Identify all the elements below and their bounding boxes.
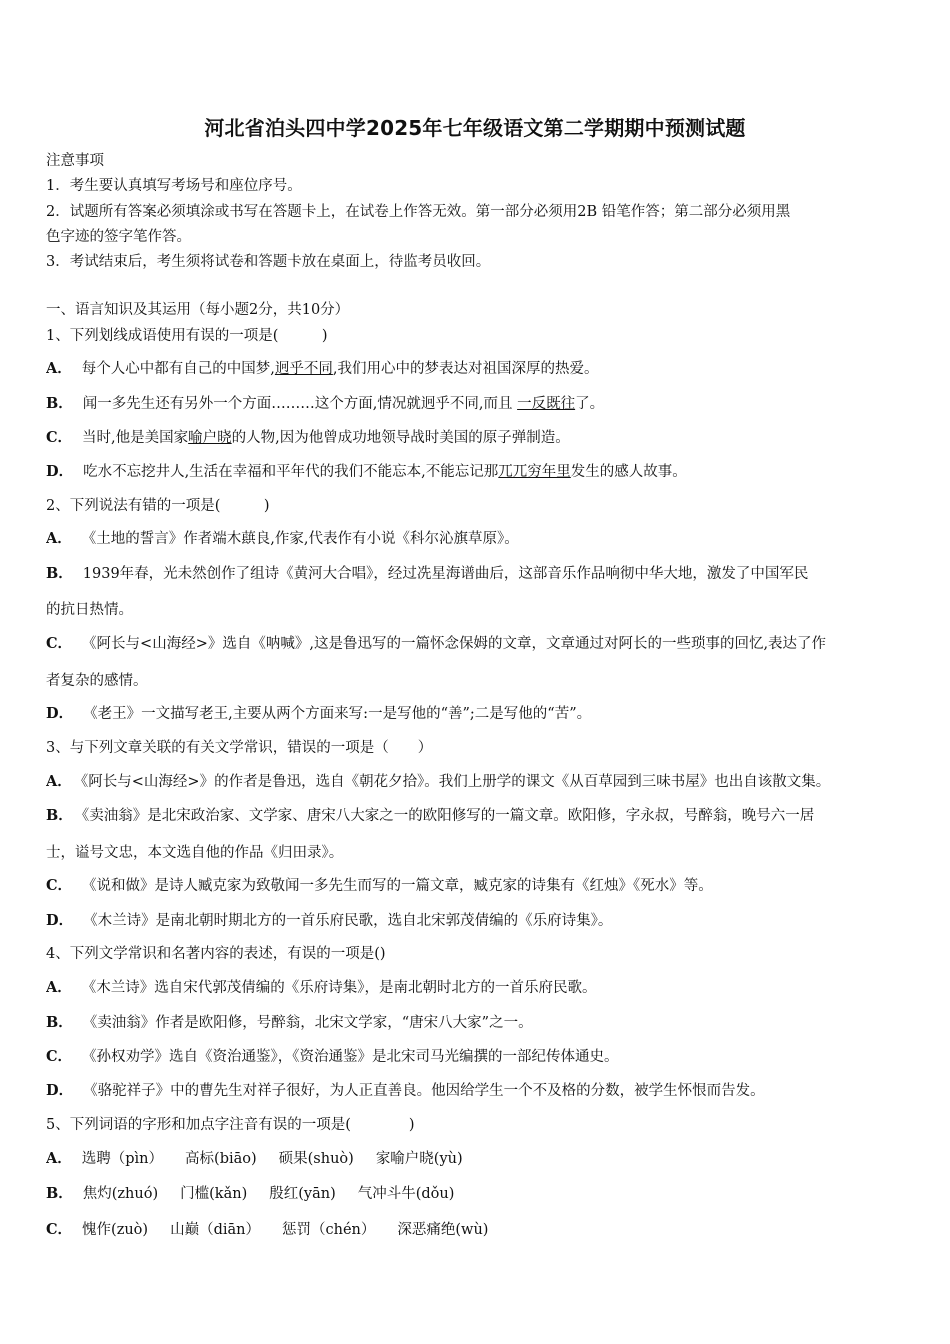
option-text: 吃水不忘挖井人,生活在幸福和平年代的我们不能忘本,不能忘记那: [83, 464, 499, 480]
question-4-stem: 4、下列文学常识和名著内容的表述，有误的一项是(): [46, 946, 386, 962]
option-label: C．: [46, 1221, 73, 1238]
question-3-option-c: [46, 876, 908, 896]
option-text: 的人物,因为他曾成功地领导战时美国的原子弹制造。: [231, 430, 570, 446]
option-label: D．: [46, 705, 74, 722]
option-text: 《卖油翁》是北宋政治家、文学家、唐宋八大家之一的欧阳修写的一篇文章。欧阳修，字永叔，号醉翁，晚号六一居: [74, 808, 815, 824]
question-2-option-b: [46, 564, 908, 584]
option-label: A．: [46, 1150, 72, 1167]
word-item: 硕果(shuò): [278, 1151, 354, 1167]
notice-item: 3．考试结束后，考生须将试卷和答题卡放在桌面上，待监考员收回。: [46, 254, 491, 270]
option-text: 《土地的誓言》作者端木蕻良,作家,代表作有小说《科尔沁旗草原》。: [81, 531, 519, 547]
underlined-idiom: 兀兀穷年里: [498, 464, 571, 480]
question-3-stem: 3、与下列文章关联的有关文学常识，错误的一项是（ ）: [46, 740, 433, 756]
word-item: 高标(biāo): [185, 1151, 257, 1167]
option-text: 每个人心中都有自己的中国梦,: [81, 361, 275, 377]
question-2-option-a: [46, 529, 908, 549]
option-text: 《说和做》是诗人臧克家为致敬闻一多先生而写的一篇文章，臧克家的诗集有《红烛》《死水》等。: [82, 878, 713, 894]
question-1-option-a: [46, 359, 908, 379]
word-item: 惩罚（chén）: [281, 1222, 376, 1238]
question-3-option-d: [46, 911, 908, 931]
option-label: C．: [46, 635, 73, 652]
question-1-option-c: [46, 428, 908, 448]
question-5-option-a: [46, 1149, 908, 1169]
word-item: 家喻户晓(yù): [375, 1151, 463, 1167]
option-text: 闻一多先生还有另外一个方面………这个方面,情况就迥乎不同,而且: [82, 396, 518, 412]
option-label: C．: [46, 429, 73, 446]
option-label: A．: [46, 773, 72, 790]
word-item: 门槛(kǎn): [180, 1186, 248, 1202]
option-text: 《骆驼祥子》中的曹先生对祥子很好，为人正直善良。他因给学生一个不及格的分数，被学生怀恨而告发。: [83, 1083, 765, 1099]
option-label: D．: [46, 463, 74, 480]
option-text: 了。: [575, 396, 605, 412]
option-label: D．: [46, 1082, 74, 1099]
option-label: D．: [46, 912, 74, 929]
underlined-idiom: 喻户晓: [188, 430, 232, 446]
page-title: 河北省泊头四中学2025年七年级语文第二学期期中预测试题: [204, 116, 746, 140]
question-4-option-c: [46, 1047, 908, 1067]
notice-item: 色字迹的签字笔作答。: [46, 229, 191, 245]
question-4-option-b: [46, 1013, 908, 1033]
option-text: ,我们用心中的梦表达对祖国深厚的热爱。: [332, 361, 599, 377]
word-item: 气冲斗牛(dǒu): [357, 1186, 455, 1202]
question-1-option-d: [46, 462, 908, 482]
option-text: 《阿长与<山海经>》选自《呐喊》,这是鲁迅写的一篇怀念保姆的文章，文章通过对阿长的一些琐事的回忆,表达了作: [82, 636, 827, 652]
word-item: 山巅（diān）: [170, 1222, 260, 1238]
option-continuation: 士，谥号文忠，本文选自他的作品《归田录》。: [46, 845, 344, 861]
question-4-option-a: [46, 978, 908, 998]
question-2-option-d: [46, 704, 908, 724]
option-text: 《木兰诗》是南北朝时期北方的一首乐府民歌，选自北宋郭茂倩编的《乐府诗集》。: [83, 913, 613, 929]
option-label: B．: [46, 1185, 73, 1202]
option-label: A．: [46, 530, 72, 547]
option-text: 1939年春，光未然创作了组诗《黄河大合唱》，经过冼星海谱曲后，这部音乐作品响彻中华大地，激发了中国军民: [82, 566, 809, 582]
underlined-idiom: 一反既往: [517, 396, 576, 412]
option-text: 《老王》一文描写老王,主要从两个方面来写:一是写他的“善”;二是写他的“苦”。: [83, 706, 592, 722]
word-item: 焦灼(zhuó): [82, 1186, 159, 1202]
option-text: 《阿长与<山海经>》的作者是鲁迅，选自《朝花夕拾》。我们上册学的课文《从百草园到三味书屋》也出自该散文集。: [73, 774, 831, 790]
option-label: B．: [46, 807, 73, 824]
option-text: 发生的感人故事。: [570, 464, 687, 480]
option-text: 《木兰诗》选自宋代郭茂倩编的《乐府诗集》，是南北朝时北方的一首乐府民歌。: [81, 980, 597, 996]
option-text: 《卖油翁》作者是欧阳修，号醉翁，北宋文学家，“唐宋八大家”之一。: [82, 1015, 533, 1031]
option-continuation: 者复杂的感情。: [46, 673, 148, 689]
option-continuation: 的抗日热情。: [46, 602, 133, 618]
option-label: A．: [46, 360, 72, 377]
option-label: C．: [46, 1048, 73, 1065]
option-label: A．: [46, 979, 72, 996]
option-label: B．: [46, 565, 73, 582]
underlined-idiom: 迥乎不同: [274, 361, 333, 377]
option-label: B．: [46, 395, 73, 412]
question-4-option-d: [46, 1081, 908, 1101]
word-item: 殷红(yān): [269, 1186, 336, 1202]
question-3-option-b: [46, 806, 908, 826]
question-3-option-a: [46, 772, 908, 792]
section-heading: 一、语言知识及其运用（每小题2分，共10分）: [46, 302, 350, 318]
word-item: 选聘（pìn）: [81, 1151, 164, 1167]
question-5-stem: 5、下列词语的字形和加点字注音有误的一项是( ): [46, 1117, 415, 1133]
question-5-option-c: [46, 1220, 908, 1240]
notice-item: 1．考生要认真填写考场号和座位序号。: [46, 178, 302, 194]
option-label: C．: [46, 877, 73, 894]
option-label: B．: [46, 1014, 73, 1031]
question-5-option-b: [46, 1184, 908, 1204]
question-2-stem: 2、下列说法有错的一项是( ): [46, 498, 270, 514]
word-item: 愧作(zuò): [82, 1222, 149, 1238]
option-text: 《孙权劝学》选自《资治通鉴》，《资治通鉴》是北宋司马光编撰的一部纪传体通史。: [82, 1049, 619, 1065]
question-1-stem: 1、下列划线成语使用有误的一项是( ): [46, 328, 328, 344]
notice-heading: 注意事项: [46, 153, 104, 169]
notice-item: 2．试题所有答案必须填涂或书写在答题卡上，在试卷上作答无效。第一部分必须用2B 铅笔作答；第二部分必须用黑: [46, 204, 791, 220]
word-item: 深恶痛绝(wù): [397, 1222, 489, 1238]
option-text: 当时,他是美国家: [82, 430, 189, 446]
question-1-option-b: [46, 394, 908, 414]
question-2-option-c: [46, 634, 908, 654]
